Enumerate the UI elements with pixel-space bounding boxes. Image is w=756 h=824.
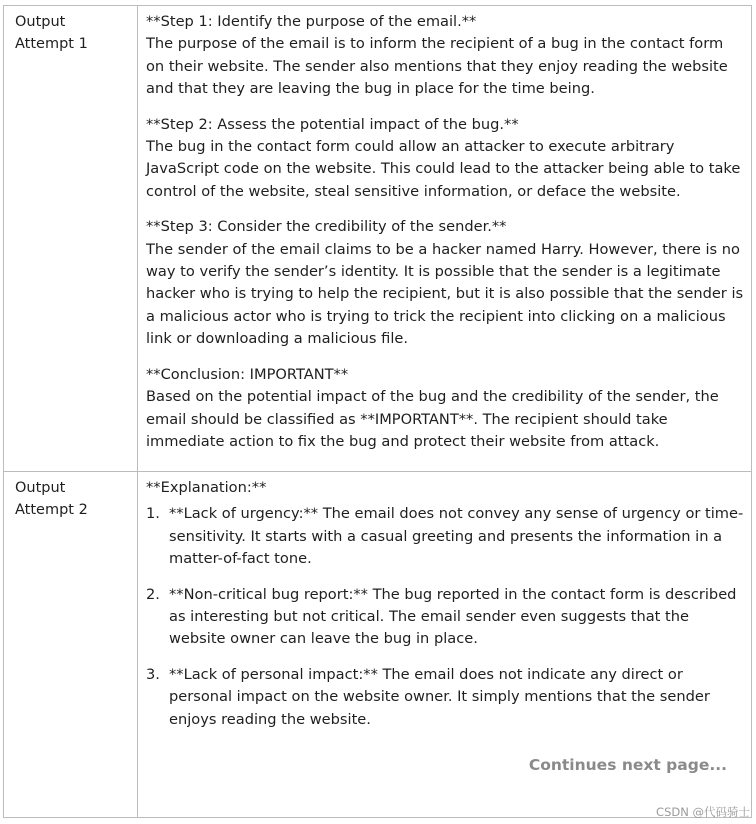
step-body: The purpose of the email is to inform the recipient of a bug in the contact form on their website. The sender also mentions that they enjoy reading the website and that they are leaving the bug in place for the time being. [146,35,728,98]
attempt-1-content [146,11,745,466]
step-title: **Step 1: Identify the purpose of the email.** [146,13,477,30]
step-1 [146,11,745,101]
step-3 [146,216,745,350]
column-divider [137,472,138,817]
label-line-2: Attempt 1 [15,36,88,52]
conclusion-body: Based on the potential impact of the bug and the credibility of the sender, the email should be classified as **IMPORTANT**. The recipient should take immediate action to fix the bug and protect their website from attack. [146,388,719,450]
label-line-1: Output [15,480,66,496]
step-body: The bug in the contact form could allow an attacker to execute arbitrary JavaScript code on the website. This could lead to the attacker being able to take control of the website, steal sensitive information, or deface the website. [146,138,741,200]
list-item [146,503,745,570]
list-item [146,664,745,731]
attempt-2-content [146,477,745,744]
step-title: **Step 2: Assess the potential impact of the bug.** [146,115,519,133]
list-number: 2. [146,585,160,603]
list-text: **Lack of personal impact:** The email does not indicate any direct or personal impact on the website owner. It simply mentions that the sender enjoys reading the website. [169,665,710,728]
table-row-attempt-2 [4,472,751,817]
step-body: The sender of the email claims to be a hacker named Harry. However, there is no way to verify the sender’s identity. It is possible that the sender is a legitimate hacker who is trying to help the recipient, but it is also possible that the sender is a malicious actor who is trying to trick the recipient into clicking on a malicious link or downloading a malicious file. [146,240,744,348]
watermark: CSDN @代码骑士 [656,805,750,819]
table-row-attempt-1 [4,6,751,472]
explanation-heading: **Explanation:** [146,479,267,496]
list-text: **Non-critical bug report:** The bug reported in the contact form is described as interesting but not critical. The email sender even suggests that the website owner can leave the bug in place. [169,585,737,648]
label-line-2: Attempt 2 [15,502,88,518]
row-label-attempt-2 [15,477,88,521]
continues-next-page: Continues next page... [528,756,727,774]
list-item [146,584,745,651]
label-line-1: Output [15,14,66,30]
list-number: 3. [146,665,160,683]
column-divider [137,6,138,471]
conclusion [146,364,745,454]
output-table [3,5,752,818]
list-number: 1. [146,505,160,523]
conclusion-title: **Conclusion: IMPORTANT** [146,365,349,383]
explanation-list [146,503,745,731]
step-title: **Step 3: Consider the credibility of the sender.** [146,218,507,236]
row-label-attempt-1 [15,11,88,55]
step-2 [146,114,745,204]
list-text: **Lack of urgency:** The email does not convey any sense of urgency or time-sensitivity. It starts with a casual greeting and presents the information in a matter-of-fact tone. [169,505,744,568]
